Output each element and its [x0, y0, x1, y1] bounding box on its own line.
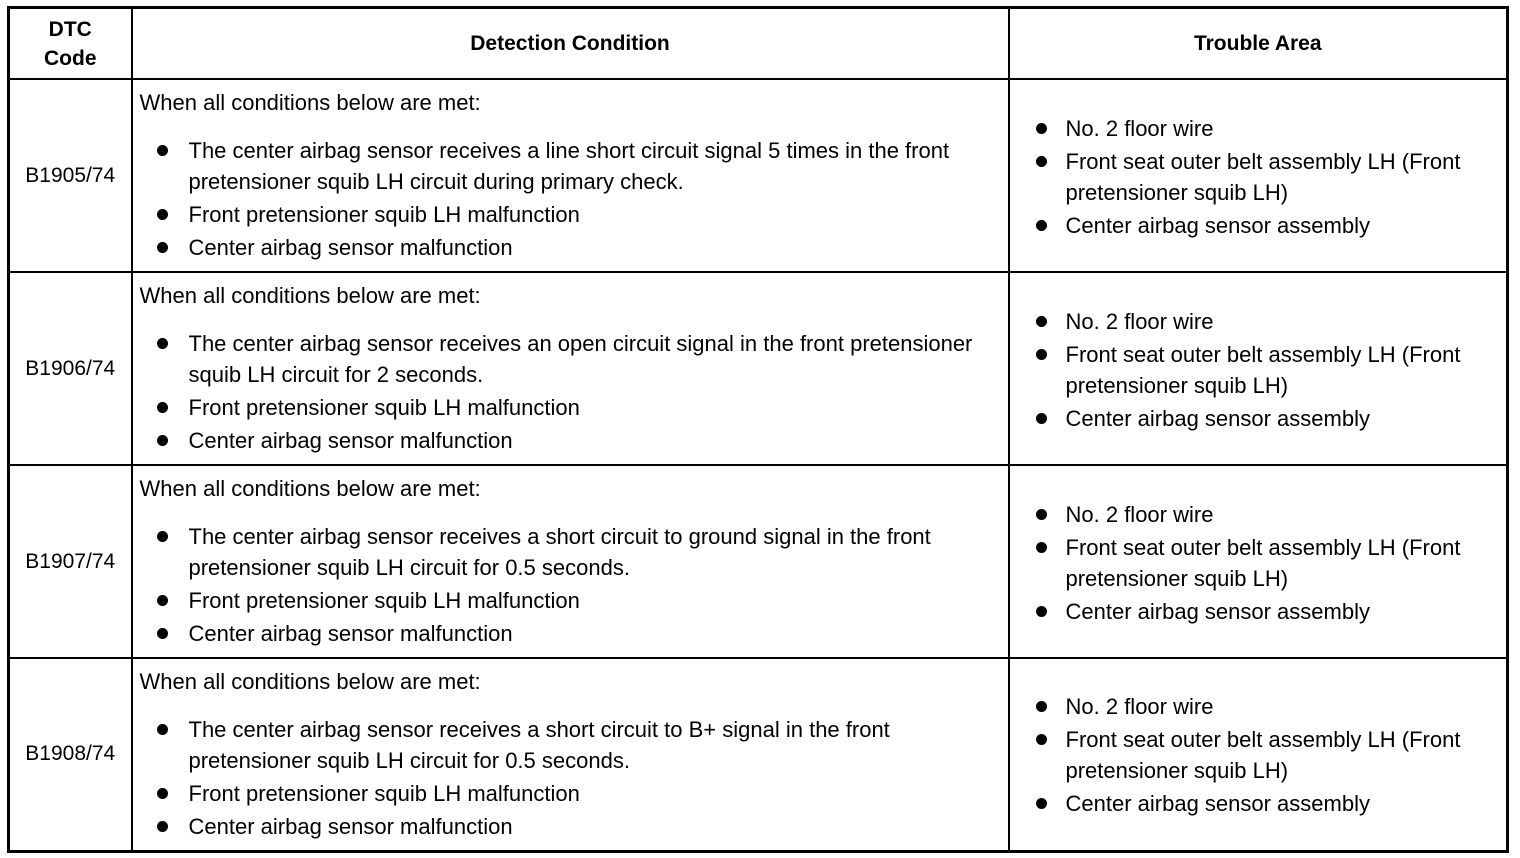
dtc-code-cell: B1908/74 [9, 658, 132, 851]
bullet-icon [157, 242, 168, 253]
header-detection-condition: Detection Condition [132, 8, 1009, 80]
table-body [9, 79, 1508, 851]
bullet-icon [1036, 734, 1047, 745]
area-text: No. 2 floor wire [1065, 308, 1214, 334]
bullet-icon [157, 435, 168, 446]
table-row [9, 658, 1508, 851]
area-item [1010, 691, 1507, 722]
bullet-icon [1036, 798, 1047, 809]
area-item [1010, 788, 1507, 819]
table-row [9, 272, 1508, 465]
bullet-icon [157, 595, 168, 606]
area-text: Front seat outer belt assembly LH (Front pretensioner squib LH) [1065, 534, 1461, 591]
trouble-area-cell [1009, 465, 1508, 658]
trouble-area-cell [1009, 658, 1508, 851]
condition-intro: When all conditions below are met: [139, 283, 481, 308]
detection-condition-cell [132, 79, 1009, 272]
area-list [1010, 687, 1507, 819]
condition-text: The center airbag sensor receives an open circuit signal in the front pretensioner squib LH circuit for 2 seconds. [188, 331, 973, 387]
area-text: Center airbag sensor assembly [1065, 598, 1370, 624]
trouble-area-cell [1009, 79, 1508, 272]
bullet-icon [1036, 220, 1047, 231]
bullet-icon [1036, 509, 1047, 520]
condition-intro: When all conditions below are met: [139, 476, 481, 501]
dtc-table [7, 6, 1509, 853]
condition-text: The center airbag sensor receives a line short circuit signal 5 times in the front pretensioner squib LH circuit during primary check. [188, 138, 950, 194]
area-item [1010, 724, 1507, 786]
condition-text: Front pretensioner squib LH malfunction [188, 395, 580, 420]
condition-text: The center airbag sensor receives a short circuit to B+ signal in the front pretensioner squib LH circuit for 0.5 seconds. [188, 717, 890, 773]
area-item [1010, 113, 1507, 144]
area-text: Front seat outer belt assembly LH (Front pretensioner squib LH) [1065, 148, 1461, 205]
bullet-icon [1036, 413, 1047, 424]
condition-item [133, 714, 1008, 776]
bullet-icon [157, 821, 168, 832]
area-text: Center airbag sensor assembly [1065, 405, 1370, 431]
bullet-icon [157, 209, 168, 220]
condition-item [133, 585, 1008, 616]
bullet-icon [157, 724, 168, 735]
condition-item [133, 811, 1008, 842]
bullet-icon [157, 788, 168, 799]
area-text: Front seat outer belt assembly LH (Front pretensioner squib LH) [1065, 341, 1461, 398]
condition-intro: When all conditions below are met: [139, 669, 481, 694]
header-dtc-code: DTC Code [9, 8, 132, 80]
dtc-code-cell: B1907/74 [9, 465, 132, 658]
condition-text: Center airbag sensor malfunction [188, 621, 513, 646]
bullet-icon [157, 338, 168, 349]
bullet-icon [157, 628, 168, 639]
dtc-code-cell: B1906/74 [9, 272, 132, 465]
condition-list [133, 714, 1008, 842]
condition-item [133, 778, 1008, 809]
area-text: Center airbag sensor assembly [1065, 212, 1370, 238]
condition-list [133, 521, 1008, 649]
area-list [1010, 302, 1507, 434]
bullet-icon [1036, 542, 1047, 553]
detection-condition-cell [132, 465, 1009, 658]
table-row [9, 465, 1508, 658]
area-item [1010, 532, 1507, 594]
area-item [1010, 146, 1507, 208]
area-text: No. 2 floor wire [1065, 115, 1214, 141]
condition-text: Center airbag sensor malfunction [188, 814, 513, 839]
condition-text: Front pretensioner squib LH malfunction [188, 202, 580, 227]
area-item [1010, 306, 1507, 337]
bullet-icon [157, 531, 168, 542]
detection-condition-cell [132, 272, 1009, 465]
condition-text: Center airbag sensor malfunction [188, 428, 513, 453]
condition-text: The center airbag sensor receives a short circuit to ground signal in the front pretensioner squib LH circuit for 0.5 seconds. [188, 524, 931, 580]
condition-item [133, 232, 1008, 263]
header-trouble-area: Trouble Area [1009, 8, 1508, 80]
area-item [1010, 210, 1507, 241]
area-text: Center airbag sensor assembly [1065, 791, 1370, 817]
condition-item [133, 199, 1008, 230]
area-item [1010, 499, 1507, 530]
condition-text: Front pretensioner squib LH malfunction [188, 781, 580, 806]
condition-list [133, 328, 1008, 456]
table-row [9, 79, 1508, 272]
condition-item [133, 392, 1008, 423]
area-item [1010, 339, 1507, 401]
bullet-icon [157, 402, 168, 413]
condition-text: Center airbag sensor malfunction [188, 235, 513, 260]
detection-condition-cell [132, 658, 1009, 851]
condition-item [133, 135, 1008, 197]
table-header [9, 8, 1508, 80]
condition-item [133, 521, 1008, 583]
area-text: No. 2 floor wire [1065, 694, 1214, 720]
bullet-icon [1036, 156, 1047, 167]
area-item [1010, 596, 1507, 627]
header-row [9, 8, 1508, 80]
area-list [1010, 109, 1507, 241]
area-list [1010, 495, 1507, 627]
trouble-area-cell [1009, 272, 1508, 465]
dtc-code-cell: B1905/74 [9, 79, 132, 272]
area-text: Front seat outer belt assembly LH (Front pretensioner squib LH) [1065, 727, 1461, 784]
area-item [1010, 403, 1507, 434]
bullet-icon [1036, 701, 1047, 712]
condition-item [133, 618, 1008, 649]
bullet-icon [1036, 316, 1047, 327]
condition-text: Front pretensioner squib LH malfunction [188, 588, 580, 613]
bullet-icon [157, 145, 168, 156]
bullet-icon [1036, 606, 1047, 617]
condition-item [133, 328, 1008, 390]
condition-item [133, 425, 1008, 456]
condition-intro: When all conditions below are met: [139, 90, 481, 115]
bullet-icon [1036, 349, 1047, 360]
area-text: No. 2 floor wire [1065, 501, 1214, 527]
condition-list [133, 135, 1008, 263]
bullet-icon [1036, 123, 1047, 134]
